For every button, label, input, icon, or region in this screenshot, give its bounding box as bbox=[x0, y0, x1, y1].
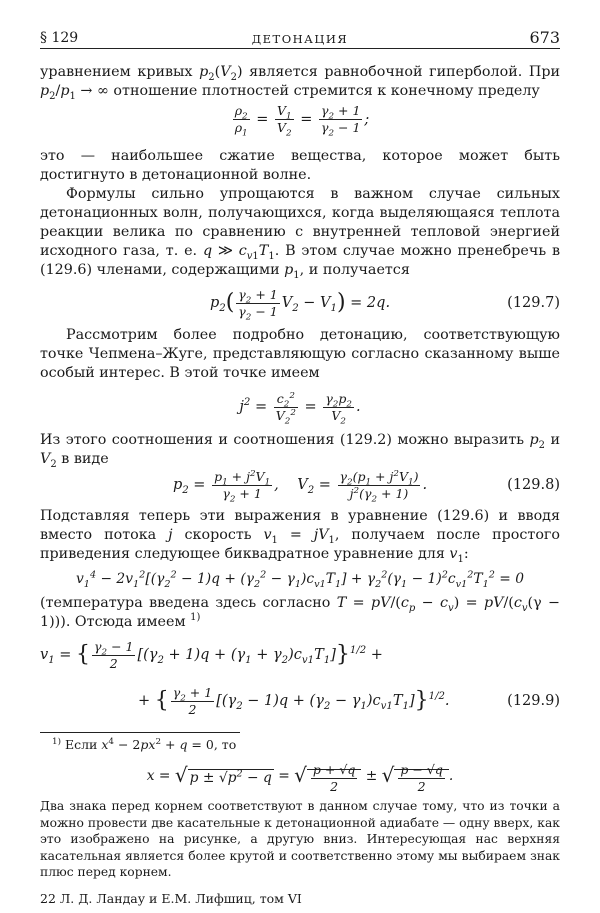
paragraph: Из этого соотношения и соотношения (129.2) можно выразить $p_2$ и $V_2$ в виде bbox=[40, 432, 561, 470]
page-footer: 22 Л. Д. Ландау и Е.М. Лифшиц, том VI bbox=[40, 890, 302, 906]
section-number: § 129 bbox=[40, 30, 79, 46]
equation-129-9-line1: $v_1$ = { $\frac{\gamma_2 - 1}{2}$ $[(\gamma_2 + 1)q + (\gamma_1 + \gamma_2)c_{v1}T_1]\}^{1/2}$ + bbox=[40, 638, 383, 671]
chapter-title: ДЕТОНАЦИЯ bbox=[251, 32, 349, 46]
equation-number: (129.7) bbox=[507, 295, 560, 311]
footnote-rule bbox=[40, 732, 240, 733]
running-header bbox=[40, 28, 560, 49]
paragraph: уравнением кривых $p_2(V_2)$ является равнобочной гиперболой. При $p_2/p_1$ → ∞ отношение плотностей стремится к конечному пределу bbox=[40, 64, 561, 102]
paragraph: (температура введена здесь согласно $T = pV/(c_p - c_v) = pV/(c_v(\gamma - 1))$). Отсюда имеем $^{1)}$ bbox=[40, 595, 560, 630]
equation-129-7: $p_2$( $\frac{\gamma_2 + 1}{\gamma_2 - 1}$ $V_2 - V_1) = 2q$. (129.7) bbox=[40, 280, 560, 326]
paragraph: Рассмотрим более подробно детонацию, соответствующую точке Чепмена–Жуге, представляющую согласно сказанному выше особый интерес. В этой точке имеем bbox=[40, 327, 560, 381]
small-print-note: Два знака перед корнем соответствуют в данном случае тому, что из точки a можно провести две касательные к детонационной адиабате — одну вверх, как это изображено на рисунке, а другую вниз. Интересующая нас верхняя касательная является более крутой и соответственно этому мы выбираем знак плюс перед корнем. bbox=[40, 799, 560, 879]
equation-chapman-jouguet: $j^2$ = $\frac{c_2^2}{V_2^2}$ = $\frac{\gamma_2p_2}{V_2}$ . bbox=[239, 390, 361, 426]
equation-density-limit: $\frac{\rho_2}{\rho_1}$ = $\frac{V_1}{V_2}$ = $\frac{\gamma_2 + 1}{\gamma_2 - 1}$ ; bbox=[234, 103, 370, 139]
equation-number: (129.9) bbox=[507, 693, 560, 709]
equation-biquadratic: $v_1^4 - 2v_1^2[(\gamma_2^2 - 1)q + (\gamma_2^2 - \gamma_1)c_{v1}T_1] + \gamma_2^2(\gamma_1 - 1)^2c_{v1}^2T_1^2 = 0$ bbox=[75, 569, 525, 590]
equation-129-8: $p_2$ = $\frac{p_1 + j^2V_1}{\gamma_2 + 1}$ , $V_2$ = $\frac{\gamma_2(p_1 + j^2V_1)}{j^2(\gamma_2 + 1)}$ . (129.8) bbox=[40, 463, 560, 507]
page-number: 673 bbox=[529, 28, 560, 47]
equation-number: (129.8) bbox=[507, 477, 560, 493]
paragraph: Подставляя теперь эти выражения в уравнение (129.6) и вводя вместо потока j скорость $v_1 = jV_1$, получаем после простого приведения следующее биквадратное уравнение для $v_1$: bbox=[40, 508, 561, 565]
equation-footnote-root: x = √ $p \pm √p^2 - q$ = √ $\frac{p + √q}{2}$ ± √ $\frac{p - √q}{2}$ . bbox=[146, 762, 454, 794]
footnote: $^{1)}$ Если $x^4 - 2px^2 + q = 0$, то bbox=[52, 736, 237, 752]
equation-129-9-line2: + { $\frac{\gamma_2 + 1}{2}$ $[(\gamma_2 - 1)q + (\gamma_2 - \gamma_1)c_{v1}T_1]\}^{1/2}$. (129.9) bbox=[40, 678, 560, 724]
paragraph: это — наибольшее сжатие вещества, которое может быть достигнуто в детонационной волне. bbox=[40, 148, 560, 183]
paragraph: Формулы сильно упрощаются в важном случае сильных детонационных волн, получающихся, когда выделяющаяся теплота реакции велика по сравнению с внутренней тепловой энергией исходного газа, т. е. q ≫ $c_{v1}T_1$. В этом случае можно пренебречь в (129.6) членами, содержащими $p_1$, и получается bbox=[40, 186, 560, 281]
page bbox=[40, 28, 560, 906]
